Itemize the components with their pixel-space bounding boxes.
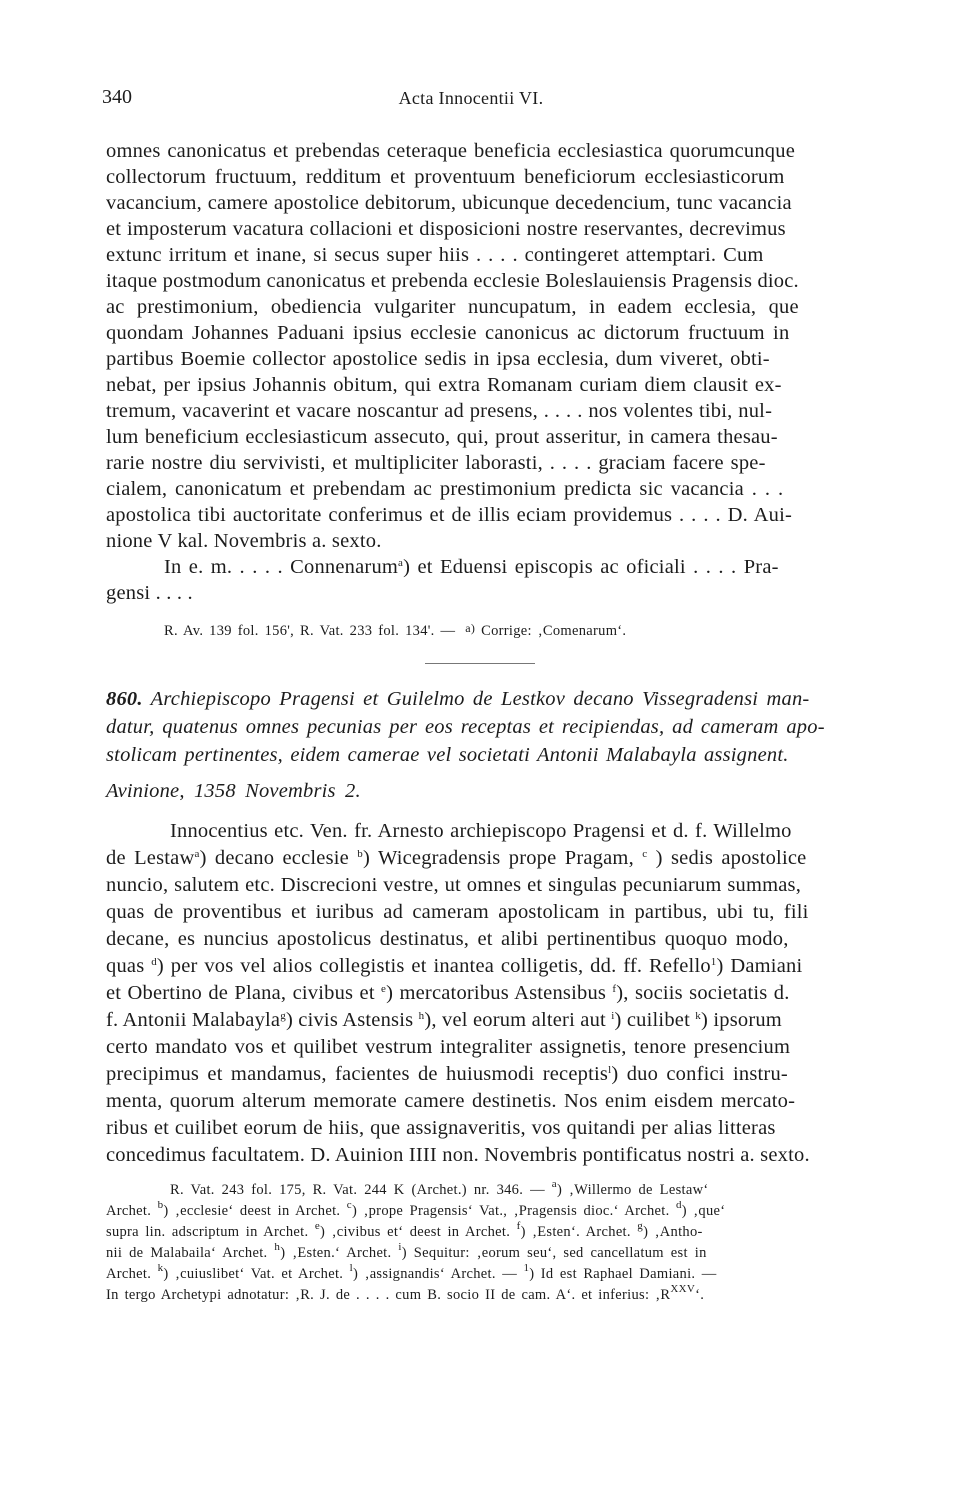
footnote-marker: i — [611, 1010, 615, 1022]
footnote-marker: f — [516, 1220, 521, 1232]
text-segment: ) ‚cuiuslibet‘ Vat. et Archet. — [163, 1266, 350, 1282]
document-number: 860. — [106, 688, 143, 710]
text-line: omnes canonicatus et prebendas ceteraque beneficia ecclesiastica quorumcunque — [106, 140, 795, 162]
heading-text: Archiepiscopo Pragensi et Guilelmo de Lestkov decano Vissegradensi man- — [150, 688, 810, 710]
text-segment: ) Id est Raphael Damiani. — — [529, 1266, 717, 1282]
place-date: Avinione, 1358 Novembris 2. — [106, 780, 361, 802]
text-line: cialem, canonicatum et prebendam ac prestimonium predicta sic vacancia . . . — [106, 478, 784, 500]
text-segment: ) ‚prope Pragensis‘ Vat., ‚Pragensis dioc.‘ Archet. — [351, 1203, 676, 1219]
text-segment: certo mandato vos et quilibet vestrum integraliter assignetis, tenore presencium — [106, 1036, 791, 1058]
footnote-line — [106, 1243, 707, 1263]
text-segment: nuncio, salutem etc. Discrecioni vestre, ut omnes et singulas pecuniarum summas, — [106, 874, 802, 896]
text-segment: ribus et cuilibet eorum de hiis, que assignaveritis, vos quitandi per alias litteras — [106, 1117, 776, 1139]
text-segment: de Lestaw — [106, 847, 195, 869]
text-line: itaque postmodum canonicatus et prebenda ecclesie Boleslauiensis Pragensis dioc. — [106, 270, 799, 292]
footnote-marker: XXV — [670, 1283, 696, 1295]
footnote-text: R. Av. 139 fol. 156', R. Vat. 233 fol. 134'. — — [164, 623, 456, 639]
footnote-marker: h — [274, 1241, 281, 1253]
text-line: vacancium, camere apostolice debitorum, ubicunque decedencium, tunc vacancia — [106, 192, 792, 214]
footnote-marker: h — [418, 1010, 425, 1022]
text-segment: Innocentius etc. Ven. fr. Arnesto archiepiscopo Pragensi et d. f. Willelmo — [170, 820, 792, 842]
text-segment: ) ‚que‘ — [681, 1203, 726, 1219]
footnote-marker: 1 — [710, 956, 717, 968]
text-segment: ) ipsorum — [701, 1009, 782, 1031]
footnote-line — [164, 618, 626, 641]
text-segment: Archet. — [106, 1266, 158, 1282]
text-segment: nii de Malabaila‘ Archet. — [106, 1245, 275, 1261]
running-title: Acta Innocentii VI. — [398, 88, 544, 108]
text-segment: ) ‚assignandis‘ Archet. — — [353, 1266, 524, 1282]
footnote-line — [106, 1285, 704, 1305]
text-segment: f. Antonii Malabayla — [106, 1009, 281, 1031]
footnote-line — [170, 1180, 709, 1200]
text-segment: et Obertino de Plana, civibus et — [106, 982, 382, 1004]
footnote-marker: b — [357, 848, 363, 860]
footnote-marker: i — [398, 1241, 402, 1253]
text-segment: ) ‚Willermo de Lestaw‘ — [556, 1182, 709, 1198]
page-number: 340 — [102, 86, 132, 108]
body-line — [106, 845, 806, 871]
text-line: tremum, vacaverint et vacare noscantur ad presens, . . . . nos volentes tibi, nul- — [106, 400, 773, 422]
text-line: nebat, per ipsius Johannis obitum, qui extra Romanam curiam diem clausit ex- — [106, 374, 782, 396]
footnote-marker: e — [314, 1220, 321, 1232]
text-segment: ) Sequitur: ‚eorum seu‘, sed cancellatum est in — [401, 1245, 707, 1261]
footnote-marker: d — [675, 1199, 682, 1211]
footnote-marker: l — [349, 1262, 354, 1274]
footnote-marker: f — [612, 983, 617, 995]
text-line — [164, 554, 779, 580]
text-segment: quas de proventibus et iuribus ad cameram apostolicam in partibus, ubi tu, fili — [106, 901, 809, 923]
text-line: gensi . . . . — [106, 582, 193, 604]
footnote-marker: a — [551, 1178, 557, 1190]
body-line — [106, 899, 809, 925]
text-segment: menta, quorum alterum memorate camere destinetis. Nos enim eisdem mercato- — [106, 1090, 796, 1112]
text-line: collectorum fructuum, redditum et proventuum beneficiorum ecclesiasticorum — [106, 166, 785, 188]
body-line — [170, 818, 792, 844]
heading-line: datur, quatenus omnes pecunias per eos receptas et recipiendas, ad cameram apo- — [106, 716, 825, 738]
text-segment: ) cuilibet — [614, 1009, 696, 1031]
page-header — [102, 86, 840, 116]
text-segment: ) Wicegradensis prope Pragam, — [363, 847, 643, 869]
body-line — [106, 1061, 788, 1087]
body-line — [106, 872, 801, 898]
footnote-marker: a) — [465, 621, 476, 635]
text-segment: ) decano ecclesie — [199, 847, 358, 869]
footnote-marker: a — [194, 848, 200, 860]
text-segment: ) civis Astensis — [285, 1009, 419, 1031]
text-segment: ), vel eorum alteri aut — [424, 1009, 612, 1031]
text-segment: ) ‚civibus et‘ deest in Archet. — [320, 1224, 517, 1240]
text-segment: ), sociis societatis d. — [616, 982, 790, 1004]
section-divider — [425, 663, 535, 664]
text-line: et imposterum vacatura collacioni et disposicioni nostre reservantes, decrevimus — [106, 218, 786, 240]
body-line — [106, 1088, 795, 1114]
footnote-marker: g — [637, 1220, 644, 1232]
text-line: extunc irritum et inane, si secus super hiis . . . . contingeret attemptari. Cum — [106, 244, 764, 266]
footnote-marker: d — [151, 956, 157, 968]
text-line: rarie nostre diu servivisti, et multipliciter laborasti, . . . . graciam facere spe- — [106, 452, 766, 474]
text-line: nione V kal. Novembris a. sexto. — [106, 530, 382, 552]
text-line: apostolica tibi auctoritate conferimus et de illis eciam providemus . . . . D. Aui- — [106, 504, 793, 526]
text-segment: In tergo Archetypi adnotatur: ‚R. J. de . . . . cum B. socio II de cam. A‘. et inferius: ‚R — [106, 1287, 671, 1303]
text-segment: ) Damiani — [716, 955, 803, 977]
text-segment: concedimus facultatem. D. Auinion IIII non. Novembris pontificatus nostri a. sexto. — [106, 1144, 810, 1166]
footnote-marker: a — [398, 557, 404, 569]
text-segment: supra lin. adscriptum in Archet. — [106, 1224, 315, 1240]
footnote-marker: k — [695, 1010, 701, 1022]
text-line: lum beneficium ecclesiasticum assecuto, qui, prout asseritur, in camera thesau- — [106, 426, 778, 448]
body-line — [106, 1142, 810, 1168]
footnote-marker: b — [157, 1199, 164, 1211]
text-segment: ) et Eduensi episcopis ac oficiali . . . . Pra- — [403, 556, 779, 578]
text-segment: ) ‚Esten‘. Archet. — [520, 1224, 638, 1240]
footnote-marker: g — [280, 1010, 286, 1022]
footnote-line — [106, 1222, 703, 1242]
body-line — [106, 1007, 782, 1033]
text-segment: ) per vos vel alios collegistis et inantea colligetis, dd. ff. Refello — [156, 955, 711, 977]
body-line — [106, 953, 802, 979]
text-segment: ‘. — [695, 1287, 705, 1303]
text-segment: ) ‚Esten.‘ Archet. — [280, 1245, 399, 1261]
footnote-marker: c — [642, 848, 648, 860]
text-segment: ) sedis apostolice — [647, 847, 807, 869]
footnote-marker: l — [608, 1064, 612, 1076]
text-segment: ) mercatoribus Astensibus — [386, 982, 613, 1004]
footnote-marker: k — [157, 1262, 164, 1274]
text-segment: precipimus et mandamus, facientes de huiusmodi receptis — [106, 1063, 609, 1085]
text-segment: Archet. — [106, 1203, 158, 1219]
body-line — [106, 926, 789, 952]
footnote-line — [106, 1264, 717, 1284]
footnote-marker: e — [381, 983, 387, 995]
body-line — [106, 1115, 776, 1141]
text-line: partibus Boemie collector apostolice sedis in ipsa ecclesia, dum viveret, obti- — [106, 348, 770, 370]
text-segment: R. Vat. 243 fol. 175, R. Vat. 244 K (Archet.) nr. 346. — — [170, 1182, 552, 1198]
text-segment: In e. m. . . . . Connenarum — [164, 556, 399, 578]
footnote-marker: 1 — [523, 1262, 530, 1274]
text-line: quondam Johannes Paduani ipsius ecclesie canonicus ac dictorum fructuum in — [106, 322, 790, 344]
text-segment: quas — [106, 955, 152, 977]
text-segment: decane, es nuncius apostolicus destinatus, et alibi pertinentibus quoquo modo, — [106, 928, 789, 950]
text-line: ac prestimonium, obediencia vulgariter nuncupatum, in eadem ecclesia, que — [106, 296, 799, 318]
heading-line — [106, 686, 809, 713]
text-segment: ) ‚Antho- — [643, 1224, 703, 1240]
footnote-line — [106, 1201, 725, 1221]
footnote-marker: c — [346, 1199, 352, 1211]
text-segment: ) duo confici instru- — [611, 1063, 788, 1085]
footnote-correction: Corrige: ‚Comenarum‘. — [481, 623, 627, 639]
body-line — [106, 1034, 790, 1060]
body-line — [106, 980, 790, 1006]
text-segment: ) ‚ecclesie‘ deest in Archet. — [163, 1203, 347, 1219]
heading-line: stolicam pertinentes, eidem camerae vel societati Antonii Malabayla assignent. — [106, 744, 789, 766]
